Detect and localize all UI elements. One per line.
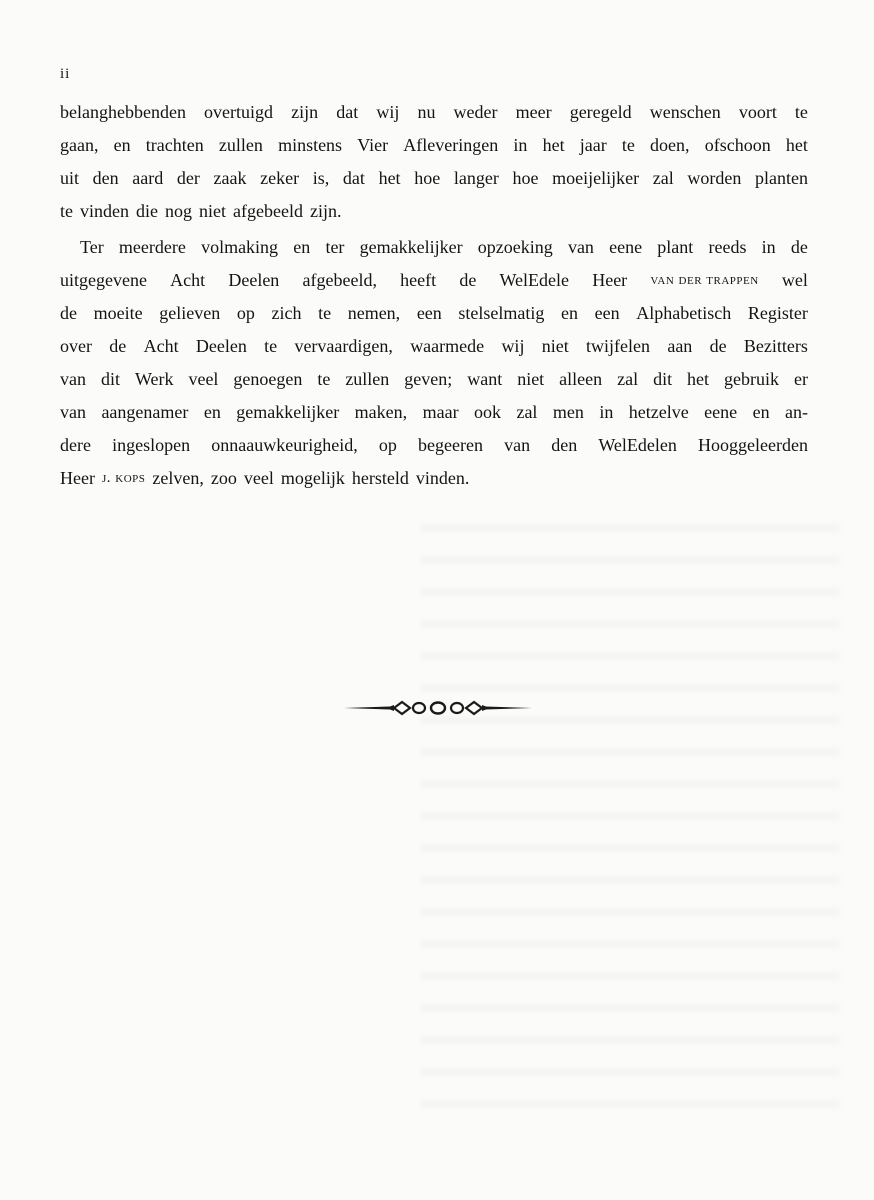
word: Hooggeleerden: [698, 435, 808, 455]
word: jaar: [579, 135, 607, 155]
word: zullen: [345, 369, 390, 389]
word: in: [513, 135, 528, 155]
word: op: [378, 435, 397, 455]
word: worden: [687, 168, 742, 188]
word: Afleveringen: [403, 135, 499, 155]
text-line: [60, 462, 808, 495]
word: Heer: [60, 468, 95, 488]
word: voort: [738, 102, 777, 122]
word: Heer: [592, 270, 628, 290]
text-line: [60, 363, 808, 396]
word: Ter: [80, 237, 104, 257]
word: het: [785, 135, 808, 155]
page-number: ii: [60, 66, 71, 82]
word: en: [752, 402, 770, 422]
word: gebruik: [724, 369, 779, 389]
word: afgebeeld: [233, 201, 303, 221]
word: te: [318, 303, 332, 323]
word: nemen,: [347, 303, 401, 323]
word: van: [60, 402, 86, 422]
word: is,: [312, 168, 330, 188]
word: Vier: [357, 135, 389, 155]
word: veel: [243, 468, 274, 488]
word: genoegen: [233, 369, 303, 389]
word: wenschen: [649, 102, 721, 122]
word: te: [621, 135, 635, 155]
word: zijn.: [309, 201, 342, 221]
word: nu: [417, 102, 436, 122]
word: mogelijk: [280, 468, 345, 488]
word: langer: [453, 168, 499, 188]
word: en: [203, 402, 221, 422]
word: de: [60, 303, 77, 323]
word: en: [293, 237, 311, 257]
word: zeker: [260, 168, 300, 188]
word: gemakkelijker: [236, 402, 340, 422]
paragraph: [60, 231, 808, 495]
word: hersteld: [351, 468, 409, 488]
text-line: [60, 330, 808, 363]
text-line: [60, 231, 808, 264]
word: zoo: [210, 468, 237, 488]
word: het: [542, 135, 565, 155]
text-line: [60, 129, 808, 162]
word: zelven,: [152, 468, 204, 488]
word: zal: [516, 402, 538, 422]
word: te: [60, 201, 73, 221]
word: dit: [653, 369, 673, 389]
word: geregeld: [569, 102, 632, 122]
word: Bezitters: [743, 336, 808, 356]
word: aard: [132, 168, 164, 188]
word: en: [561, 303, 579, 323]
word: heeft: [400, 270, 437, 290]
word: over: [60, 336, 92, 356]
word: die: [136, 201, 158, 221]
word: vinden: [80, 201, 129, 221]
word: veel: [188, 369, 219, 389]
word: moeijelijker: [552, 168, 640, 188]
word: van: [567, 237, 594, 257]
word: den: [92, 168, 119, 188]
word: de: [790, 237, 808, 257]
word: zal: [617, 369, 639, 389]
word: van: [504, 435, 531, 455]
word: niet: [517, 369, 545, 389]
word: doen,: [650, 135, 690, 155]
word: de: [709, 336, 727, 356]
text-line: [60, 195, 808, 228]
paragraph: [60, 96, 808, 228]
word: de: [459, 270, 477, 290]
word: waarmede: [410, 336, 485, 356]
word: het: [687, 369, 710, 389]
word: wij: [501, 336, 525, 356]
word: alleen: [559, 369, 603, 389]
word: niet: [541, 336, 569, 356]
word: Deelen: [228, 270, 280, 290]
word: moeite: [93, 303, 143, 323]
word: dat: [342, 168, 365, 188]
word: dit: [100, 369, 120, 389]
word: zich: [271, 303, 302, 323]
word: de: [109, 336, 127, 356]
word: ook: [474, 402, 502, 422]
word: dere: [60, 435, 91, 455]
body-text: [60, 96, 808, 495]
word: meerdere: [118, 237, 186, 257]
word: reeds: [708, 237, 747, 257]
word: van: [60, 369, 86, 389]
word: meer: [515, 102, 552, 122]
word: een: [416, 303, 442, 323]
word: Deelen: [195, 336, 247, 356]
word: WelEdele: [499, 270, 570, 290]
word: Werk: [134, 369, 174, 389]
word: maar: [422, 402, 459, 422]
word: planten: [754, 168, 808, 188]
word: vervaardigen,: [294, 336, 393, 356]
word: ingeslopen: [112, 435, 191, 455]
word: in: [761, 237, 776, 257]
word: in: [599, 402, 614, 422]
word: afgebeeld,: [302, 270, 377, 290]
word: stelselmatig: [458, 303, 545, 323]
text-line: [60, 96, 808, 129]
word: den: [551, 435, 578, 455]
word: trachten: [145, 135, 204, 155]
word: te: [264, 336, 278, 356]
word: te: [794, 102, 808, 122]
word: overtuigd: [204, 102, 274, 122]
word: gemakkelijker: [359, 237, 463, 257]
word: volmaking: [201, 237, 279, 257]
word: WelEdelen: [598, 435, 677, 455]
word: maken,: [354, 402, 408, 422]
word: zal: [652, 168, 674, 188]
word: wij: [376, 102, 400, 122]
word: en: [113, 135, 131, 155]
text-line: [60, 297, 808, 330]
word: begeeren: [418, 435, 483, 455]
text-line: [60, 429, 808, 462]
word: er: [793, 369, 808, 389]
word: twijfelen: [586, 336, 651, 356]
word: geven;: [404, 369, 453, 389]
word: hoe: [512, 168, 539, 188]
word: dat: [336, 102, 359, 122]
word: belanghebbenden: [60, 102, 186, 122]
word: aan: [667, 336, 693, 356]
text-line: [60, 264, 808, 297]
word: ofschoon: [704, 135, 771, 155]
word: nog: [165, 201, 192, 221]
word: gelieven: [159, 303, 221, 323]
word: ter: [325, 237, 345, 257]
word: op: [236, 303, 255, 323]
word: eene: [704, 402, 738, 422]
word: hoe: [414, 168, 441, 188]
word: wel: [781, 270, 808, 290]
word: zaak: [213, 168, 247, 188]
word: want: [467, 369, 503, 389]
word: van der trappen: [650, 272, 759, 288]
word: men: [552, 402, 584, 422]
word: een: [594, 303, 620, 323]
word: hetzelve: [628, 402, 689, 422]
word: uit: [60, 168, 80, 188]
word: plant: [657, 237, 694, 257]
word: Acht: [170, 270, 206, 290]
word: j. kops: [101, 470, 146, 486]
word: opzoeking: [477, 237, 553, 257]
word: te: [317, 369, 331, 389]
word: Register: [747, 303, 808, 323]
word: niet: [199, 201, 226, 221]
word: onnaauwkeurigheid,: [211, 435, 358, 455]
word: aangenamer: [101, 402, 189, 422]
word: minstens: [278, 135, 343, 155]
word: uitgegevene: [60, 270, 147, 290]
word: an-: [785, 402, 808, 422]
text-line: [60, 162, 808, 195]
word: Alphabetisch: [636, 303, 732, 323]
word: weder: [453, 102, 498, 122]
word: eene: [609, 237, 643, 257]
word: der: [176, 168, 200, 188]
word: het: [378, 168, 401, 188]
word: zullen: [218, 135, 263, 155]
fleuron-rule-icon: [344, 698, 532, 718]
bleed-through-texture: [420, 500, 840, 1120]
word: gaan,: [60, 135, 99, 155]
word: zijn: [291, 102, 319, 122]
word: vinden.: [415, 468, 470, 488]
text-line: [60, 396, 808, 429]
word: Acht: [143, 336, 179, 356]
